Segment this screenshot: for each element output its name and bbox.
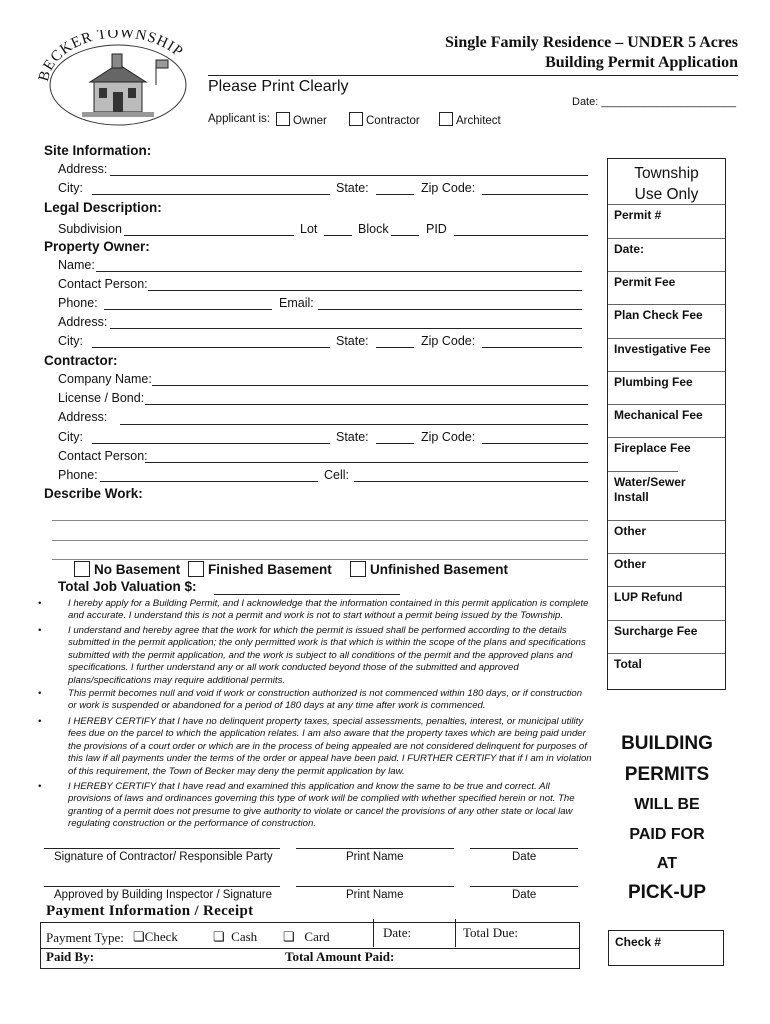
township-title	[608, 163, 725, 205]
site-state-label: State:	[336, 181, 369, 195]
owner-name-field[interactable]	[96, 271, 582, 272]
owner-email-label: Email:	[279, 296, 314, 310]
contractor-state-field[interactable]	[376, 443, 414, 444]
township-title-2: Use Only	[634, 186, 699, 203]
other-fee-field-1[interactable]	[608, 520, 725, 553]
contractor-phone-label: Phone:	[58, 468, 98, 482]
contractor-signature-label: Signature of Contractor/ Responsible Party	[54, 851, 273, 863]
bullet: •	[38, 688, 42, 699]
pickup-line-6: PICK-UP	[627, 882, 707, 903]
payment-divider	[455, 919, 457, 947]
contractor-city-label: City:	[58, 430, 83, 444]
plumbing-fee-field[interactable]	[608, 371, 725, 404]
township-date-label: Date:	[614, 242, 645, 256]
date-label-2: Date	[512, 889, 537, 901]
contractor-date-field[interactable]	[470, 848, 578, 849]
permit-number-label: Permit #	[614, 208, 662, 222]
owner-checkbox[interactable]	[276, 112, 290, 126]
check-number-box[interactable]	[608, 930, 724, 966]
surcharge-fee-field[interactable]	[608, 620, 725, 653]
site-address-label: Address:	[58, 162, 108, 176]
architect-label: Architect	[456, 115, 501, 127]
bullet: •	[38, 716, 42, 727]
applicant-owner-option[interactable]	[276, 112, 327, 127]
contractor-address-label: Address:	[58, 410, 108, 424]
date-label-1: Date	[512, 851, 537, 863]
subdivision-label: Subdivision	[58, 222, 122, 236]
unfinished-basement-label: Unfinished Basement	[370, 562, 509, 577]
payment-heading: Payment Information / Receipt	[46, 903, 254, 919]
valuation-field[interactable]	[214, 594, 400, 595]
contractor-print-name-field[interactable]	[296, 848, 454, 849]
total-due-label: Total Due:	[463, 925, 519, 940]
owner-heading: Property Owner:	[44, 239, 150, 254]
owner-contact-label: Contact Person:	[58, 277, 148, 291]
site-info-heading: Site Information:	[44, 143, 152, 158]
owner-phone-label: Phone:	[58, 296, 98, 310]
unfinished-basement-checkbox[interactable]	[350, 561, 366, 577]
water-sewer-label: Water/Sewer Install	[614, 475, 686, 504]
plan-check-fee-field[interactable]	[608, 304, 725, 338]
site-address-field[interactable]	[110, 175, 588, 176]
plumbing-fee-label: Plumbing Fee	[614, 375, 693, 389]
permit-fee-field[interactable]	[608, 271, 725, 304]
contractor-cell-label: Cell:	[324, 468, 350, 482]
other-fee-field-2[interactable]	[608, 553, 725, 586]
payment-date-label: Date:	[383, 925, 412, 940]
owner-city-label: City:	[58, 334, 83, 348]
contractor-contact-field[interactable]	[145, 462, 588, 463]
contractor-contact-label: Contact Person:	[58, 449, 148, 463]
applicant-label: Applicant is:	[208, 113, 271, 125]
inspector-signature-label: Approved by Building Inspector / Signature	[54, 889, 272, 901]
print-clearly-text: Please Print Clearly	[208, 78, 349, 95]
contractor-city-field[interactable]	[92, 443, 330, 444]
cash-label: Cash	[231, 929, 258, 944]
no-basement-checkbox[interactable]	[74, 561, 90, 577]
card-checkbox-icon[interactable]: ❏	[283, 929, 295, 944]
payment-divider	[373, 919, 375, 947]
other-label-1: Other	[614, 524, 647, 538]
bullet: •	[38, 625, 42, 636]
contractor-checkbox[interactable]	[349, 112, 363, 126]
lup-refund-label: LUP Refund	[614, 590, 683, 604]
owner-state-label: State:	[336, 334, 369, 348]
fireplace-fee-field[interactable]	[608, 437, 725, 471]
contractor-zip-label: Zip Code:	[421, 430, 476, 444]
work-line-1[interactable]	[52, 520, 588, 521]
certification-4: I HEREBY CERTIFY that I have no delinquent property taxes, special assessments, penalties, interest, or municipal utility fees due on the parcel to which the application relates. I am also aware that the property taxes which are being paid under the provisions of a court order or which are in the process of being appealed are not considered delinquent for purposes of this law if all payments under the terms of the order or appeal have been paid. I FURTHER CERTIFY that if I am in violation of this requirement, the Town of Becker may deny the permit application by law.	[68, 716, 592, 777]
owner-contact-field[interactable]	[148, 290, 582, 291]
permit-number-field[interactable]	[608, 204, 725, 238]
check-checkbox-icon[interactable]: ❏	[133, 929, 145, 944]
pickup-line-3: WILL BE	[634, 796, 700, 813]
date-field[interactable]: Date: ______________________	[572, 96, 736, 108]
township-title-1: Township	[634, 165, 699, 182]
payment-type-label: Payment Type:	[46, 930, 124, 945]
surcharge-fee-label: Surcharge Fee	[614, 624, 698, 638]
mechanical-fee-field[interactable]	[608, 404, 725, 437]
applicant-contractor-option[interactable]	[349, 112, 420, 127]
pid-label: PID	[426, 222, 447, 236]
check-number-label: Check #	[615, 935, 662, 949]
owner-address-field[interactable]	[110, 328, 582, 329]
site-state-field[interactable]	[376, 194, 414, 195]
site-zip-field[interactable]	[482, 194, 588, 195]
mechanical-fee-label: Mechanical Fee	[614, 408, 703, 422]
contractor-address-field[interactable]	[120, 424, 588, 425]
township-logo	[38, 30, 198, 130]
no-basement-label: No Basement	[94, 562, 181, 577]
lup-refund-field[interactable]	[608, 586, 725, 620]
work-line-2[interactable]	[52, 540, 588, 541]
water-sewer-field[interactable]	[608, 471, 686, 520]
print-name-label-1: Print Name	[346, 851, 404, 863]
card-label: Card	[304, 929, 330, 944]
work-line-3[interactable]	[52, 559, 588, 560]
township-date-field[interactable]	[608, 238, 725, 271]
payment-box	[40, 922, 580, 969]
header-rule	[208, 75, 738, 76]
owner-label: Owner	[293, 115, 327, 127]
pickup-line-4: PAID FOR	[629, 826, 705, 843]
investigative-fee-label: Investigative Fee	[614, 342, 711, 356]
pid-field[interactable]	[454, 235, 588, 236]
township-use-box	[607, 158, 726, 690]
certification-1: I hereby apply for a Building Permit, and I acknowledge that the information contained in this permit application is complete and accurate. I understand this is not a permit and work is not to start without a permit being issued by the Township.	[68, 598, 589, 622]
inspector-print-name-field[interactable]	[296, 886, 454, 887]
inspector-date-field[interactable]	[470, 886, 578, 887]
finished-basement-checkbox[interactable]	[188, 561, 204, 577]
license-field[interactable]	[145, 404, 588, 405]
applicant-architect-option[interactable]	[439, 112, 501, 127]
bullet: •	[38, 781, 42, 792]
total-paid-label: Total Amount Paid:	[285, 949, 395, 964]
cash-checkbox-icon[interactable]: ❏	[213, 929, 225, 944]
print-name-label-2: Print Name	[346, 889, 404, 901]
pickup-line-5: AT	[656, 855, 678, 872]
investigative-fee-field[interactable]	[608, 338, 725, 371]
describe-work-heading: Describe Work:	[44, 486, 143, 501]
owner-zip-field[interactable]	[482, 347, 582, 348]
owner-phone-field[interactable]	[104, 309, 272, 310]
site-zip-label: Zip Code:	[421, 181, 476, 195]
card-option[interactable]	[283, 929, 330, 945]
total-field[interactable]	[608, 653, 725, 689]
plan-check-fee-label: Plan Check Fee	[614, 308, 703, 322]
check-label: Check	[144, 929, 178, 944]
pickup-line-2: PERMITS	[624, 764, 710, 785]
contractor-signature-field[interactable]	[44, 848, 280, 849]
owner-email-field[interactable]	[318, 309, 582, 310]
form-title	[445, 33, 738, 73]
logo-text: ECKER TOWNSHIP	[40, 30, 187, 74]
contractor-heading: Contractor:	[44, 353, 118, 368]
other-label-2: Other	[614, 557, 647, 571]
valuation-label: Total Job Valuation $:	[58, 579, 197, 594]
contractor-zip-field[interactable]	[482, 443, 588, 444]
lot-label: Lot	[300, 222, 318, 236]
fireplace-fee-label: Fireplace Fee	[614, 441, 691, 455]
owner-address-label: Address:	[58, 315, 108, 329]
cash-option[interactable]	[213, 929, 257, 945]
owner-zip-label: Zip Code:	[421, 334, 476, 348]
pickup-line-1: BUILDING	[621, 733, 713, 754]
block-label: Block	[358, 222, 389, 236]
license-label: License / Bond:	[58, 391, 145, 405]
finished-basement-option[interactable]	[188, 561, 332, 577]
unfinished-basement-option[interactable]	[350, 561, 508, 577]
legal-heading: Legal Description:	[44, 200, 162, 215]
payment-row-1	[41, 923, 579, 949]
title-line-1: Single Family Residence – UNDER 5 Acres	[444, 34, 738, 51]
contractor-state-label: State:	[336, 430, 369, 444]
site-city-label: City:	[58, 181, 83, 195]
contractor-cell-field[interactable]	[354, 481, 588, 482]
finished-basement-label: Finished Basement	[208, 562, 332, 577]
owner-city-field[interactable]	[92, 347, 330, 348]
block-field[interactable]	[391, 235, 419, 236]
owner-state-field[interactable]	[376, 347, 414, 348]
subdivision-field[interactable]	[124, 235, 294, 236]
certification-2: I understand and hereby agree that the work for which the permit is issued shall be performed according to the details submitted in the permit application; the only permitted work is that which is within the scope of the plans and specifications submitted with the permit application, and the work is subject to all conditions of the permit and the approved plans and specifications. I further understand any or all work conducted beyond those of the submitted and approved plans/specifications may require additional permits.	[68, 625, 586, 686]
check-option[interactable]	[133, 929, 178, 945]
total-label: Total	[614, 657, 642, 671]
certification-5: I HEREBY CERTIFY that I have read and examined this application and know the same to be true and correct. All provisions of laws and ordinances governing this type of work will be complied with whether specified herein or not. The granting of a permit does not presume to give authority to violate or cancel the provisions of any other state or local law regulating construction or the performance of construction.	[68, 781, 575, 830]
title-line-2: Building Permit Application	[545, 54, 738, 71]
paid-by-label: Paid By:	[46, 949, 95, 964]
certification-3: This permit becomes null and void if work or construction authorized is not commenced within 180 days, or if construction or work is suspended or abandoned for a period of 180 days at any time after work is commenced.	[68, 688, 583, 712]
contractor-label: Contractor	[366, 115, 420, 127]
architect-checkbox[interactable]	[439, 112, 453, 126]
inspector-signature-field[interactable]	[44, 886, 280, 887]
company-label: Company Name:	[58, 372, 152, 386]
company-field[interactable]	[152, 385, 588, 386]
bullet: •	[38, 598, 42, 609]
no-basement-option[interactable]	[74, 561, 180, 577]
site-city-field[interactable]	[92, 194, 330, 195]
contractor-phone-field[interactable]	[100, 481, 318, 482]
permit-fee-label: Permit Fee	[614, 275, 676, 289]
owner-name-label: Name:	[58, 258, 95, 272]
lot-field[interactable]	[324, 235, 352, 236]
